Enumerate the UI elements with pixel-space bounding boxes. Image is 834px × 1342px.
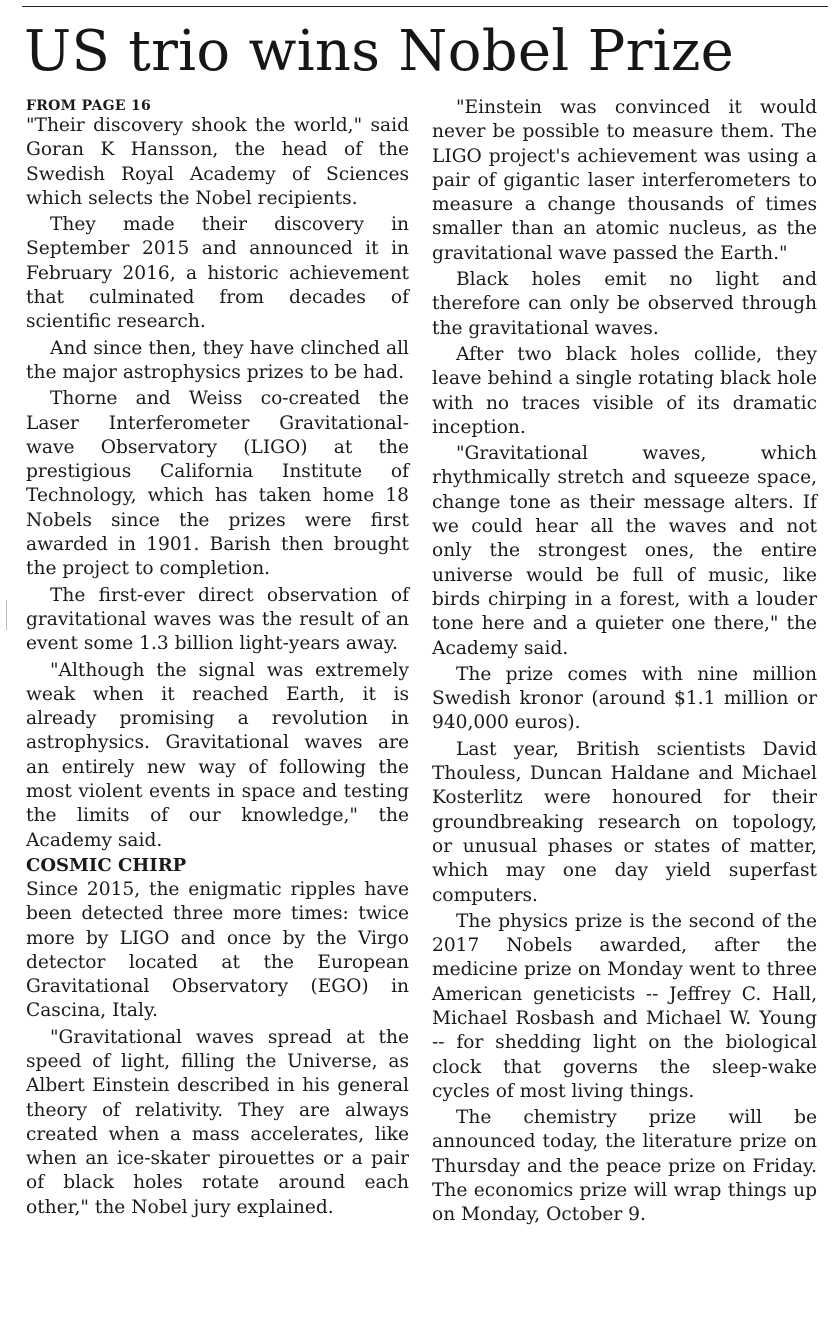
paragraph: Last year, British scientists David Thouless, Duncan Haldane and Michael Kosterlitz were honoured for their groundbreaking research on topology, or unusual phases or states of matter, which may one day yield superfast computers. <box>432 738 817 906</box>
left-column <box>26 96 409 1222</box>
paragraph: They made their discovery in September 2015 and announced it in February 2016, a historic achievement that culminated from decades of scientific research. <box>26 214 409 333</box>
paragraph: And since then, they have clinched all the major astrophysics prizes to be had. <box>26 337 409 383</box>
paragraph: The prize comes with nine million Swedish kronor (around $1.1 million or 940,000 euros). <box>432 663 817 734</box>
paragraph: The first-ever direct observation of gravitational waves was the result of an event some 1.3 billion light-years away. <box>26 584 409 655</box>
paragraph: "Einstein was convinced it would never be possible to measure them. The LIGO project's achievement was using a pair of gigantic laser interferometers to measure a change thousands of times smaller than an atomic nucleus, as the gravitational wave passed the Earth." <box>432 97 817 264</box>
headline: US trio wins Nobel Prize <box>24 19 735 84</box>
paragraph: "Gravitational waves spread at the speed of light, filling the Universe, as Albert Einstein described in his general theory of relativity. They are always created when a mass accelerates, like when an ice-skater pirouettes or a pair of black holes rotate around each other," the Nobel jury explained. <box>26 1026 409 1218</box>
top-rule <box>22 6 828 7</box>
paragraph: "Although the signal was extremely weak when it reached Earth, it is already promising a revolution in astrophysics. Gravitational waves are an entirely new way of following the most violent events in space and testing the limits of our knowledge," the Academy said. <box>26 659 409 851</box>
paragraph: After two black holes collide, they leave behind a single rotating black hole with no traces visible of its dramatic inception. <box>432 343 817 438</box>
paragraph: "Their discovery shook the world," said Goran K Hansson, the head of the Swedish Royal Academy of Sciences which selects the Nobel recipients. <box>26 115 409 209</box>
continuation-kicker: FROM PAGE 16 <box>26 98 152 114</box>
paragraph: Since 2015, the enigmatic ripples have been detected three more times: twice more by LIGO and once by the Virgo detector located at the European Gravitational Observatory (EGO) in Cascina, Italy. <box>26 878 409 1022</box>
subhead: COSMIC CHIRP <box>26 854 187 876</box>
paragraph: The physics prize is the second of the 2017 Nobels awarded, after the medicine prize on Monday went to three American geneticists -- Jeffrey C. Hall, Michael Rosbash and Michael W. Young -- for shedding light on the biological clock that governs the sleep-wake cycles of most living things. <box>432 910 817 1102</box>
paragraph: Thorne and Weiss co-created the Laser Interferometer Gravitational-wave Observatory (LIGO) at the prestigious California Institute of Technology, which has taken home 18 Nobels since the prizes were first awarded in 1901. Barish then brought the project to completion. <box>26 388 409 580</box>
paragraph: Black holes emit no light and therefore can only be observed through the gravitational waves. <box>432 269 817 339</box>
paragraph: The chemistry prize will be announced today, the literature prize on Thursday and the peace prize on Friday. The economics prize will wrap things up on Monday, October 9. <box>432 1107 817 1226</box>
paragraph: "Gravitational waves, which rhythmically stretch and squeeze space, change tone as their message alters. If we could hear all the waves and not only the strongest ones, the entire universe would be full of music, like birds chirping in a forest, with a louder tone here and a quieter one there," the Academy said. <box>432 443 817 659</box>
left-edge-mark <box>6 600 7 630</box>
right-column <box>432 96 817 1230</box>
